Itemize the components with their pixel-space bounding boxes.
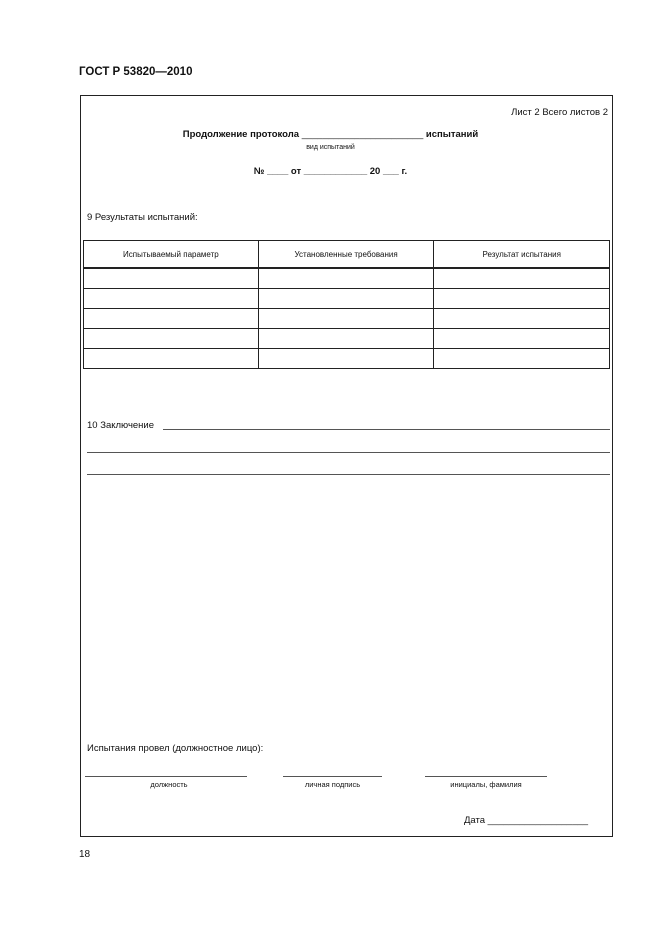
table-cell[interactable] <box>258 329 434 349</box>
table-cell[interactable] <box>84 289 259 309</box>
conclusion-line[interactable] <box>87 474 610 475</box>
table-row <box>84 268 610 289</box>
table-row <box>84 349 610 369</box>
page-number: 18 <box>79 849 91 860</box>
results-table <box>83 240 610 369</box>
form-frame <box>80 95 613 837</box>
title-prefix: Продолжение протокола <box>182 129 300 140</box>
section-9-heading: 9 Результаты испытаний: <box>87 212 198 223</box>
table-cell[interactable] <box>434 329 610 349</box>
signature-caption: личная подпись <box>304 780 361 789</box>
column-header: Установленные требования <box>258 241 434 269</box>
table-cell[interactable] <box>258 268 434 289</box>
protocol-title <box>0 129 661 140</box>
test-type-caption: вид испытаний <box>306 144 355 151</box>
table-cell[interactable] <box>434 349 610 369</box>
column-header: Результат испытания <box>434 241 610 269</box>
name-line[interactable] <box>425 776 547 777</box>
date-field: Дата ___________________ <box>464 815 589 826</box>
section-10-heading: 10 Заключение <box>87 420 155 431</box>
signature-line[interactable] <box>283 776 382 777</box>
title-suffix: испытаний <box>425 129 479 140</box>
sheet-counter: Лист 2 Всего листов 2 <box>511 107 608 118</box>
table-cell[interactable] <box>434 268 610 289</box>
table-cell[interactable] <box>258 349 434 369</box>
table-cell[interactable] <box>84 309 259 329</box>
table-cell[interactable] <box>84 329 259 349</box>
table-header-row <box>84 241 610 269</box>
protocol-number-line: № ____ от ____________ 20 ___ г. <box>253 166 408 177</box>
document-code: ГОСТ Р 53820—2010 <box>79 66 193 78</box>
table-cell[interactable] <box>434 289 610 309</box>
table-row <box>84 329 610 349</box>
table-cell[interactable] <box>258 289 434 309</box>
table-cell[interactable] <box>434 309 610 329</box>
position-caption: должность <box>150 780 188 789</box>
table-cell[interactable] <box>84 268 259 289</box>
column-header: Испытываемый параметр <box>84 241 259 269</box>
performed-by-label: Испытания провел (должностное лицо): <box>87 743 264 754</box>
table-row <box>84 309 610 329</box>
table-cell[interactable] <box>84 349 259 369</box>
conclusion-line[interactable] <box>163 429 610 430</box>
name-caption: инициалы, фамилия <box>450 780 522 789</box>
table-cell[interactable] <box>258 309 434 329</box>
conclusion-line[interactable] <box>87 452 610 453</box>
position-line[interactable] <box>85 776 247 777</box>
table-row <box>84 289 610 309</box>
title-blank: _______________________ <box>301 129 424 140</box>
